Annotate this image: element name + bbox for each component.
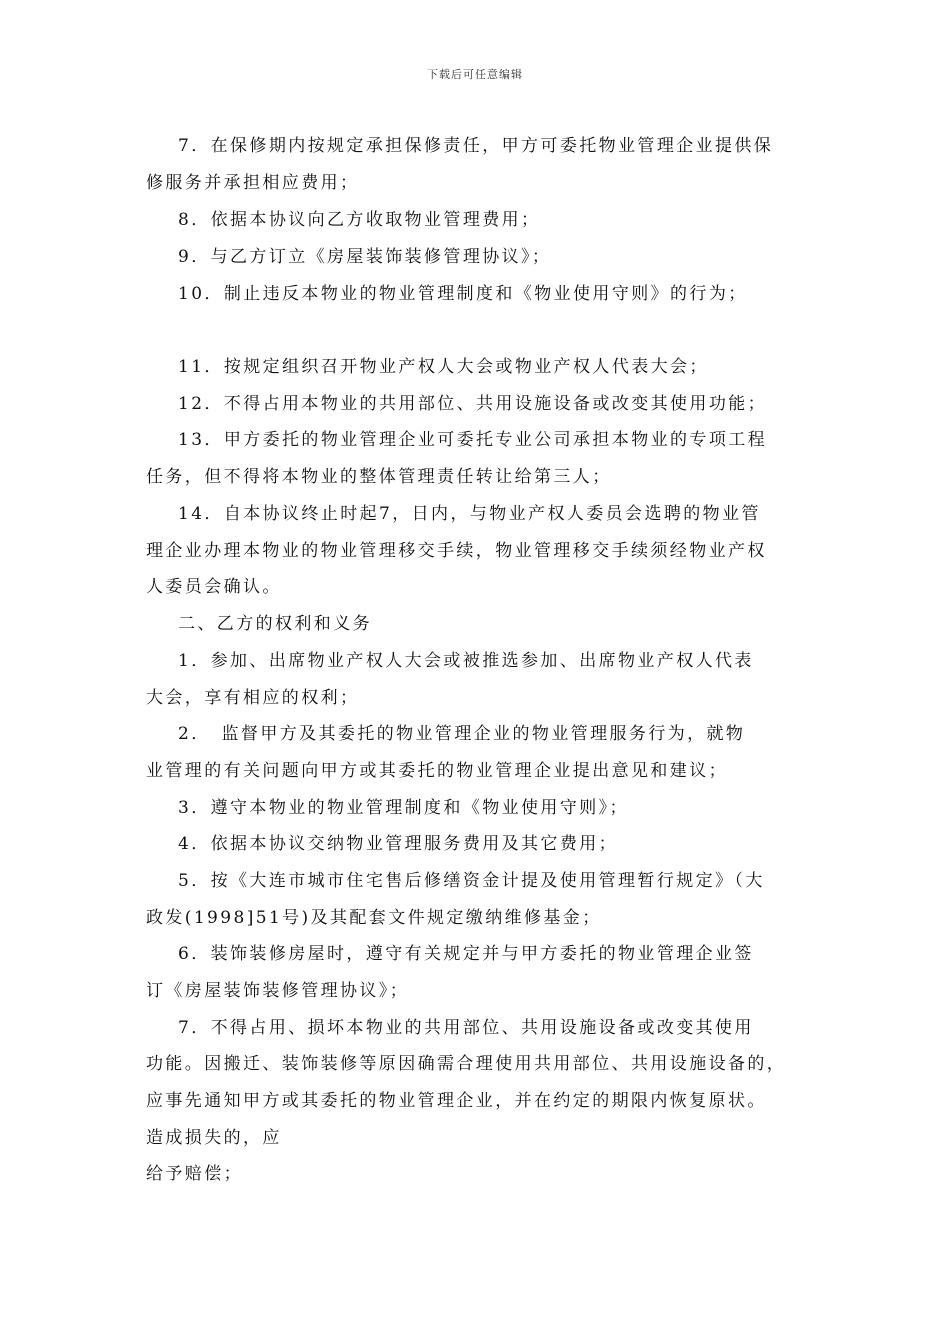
paragraph-line: 8．依据本协议向乙方收取物业管理费用； — [178, 210, 541, 230]
paragraph-line: 13．甲方委托的物业管理企业可委托专业公司承担本物业的专项工程 — [178, 430, 768, 450]
paragraph-line: 7．不得占用、损坏本物业的共用部位、共用设施设备或改变其使用 — [178, 1018, 754, 1038]
page-header: 下载后可任意编辑 — [427, 68, 523, 81]
paragraph-line: 造成损失的，应 — [146, 1128, 282, 1148]
paragraph-line: 政发(1998]51号)及其配套文件规定缴纳维修基金； — [146, 908, 602, 928]
paragraph-line: 12．不得占用本物业的共用部位、共用设施设备或改变其使用功能； — [178, 394, 768, 414]
paragraph-line: 11．按规定组织召开物业产权人大会或物业产权人代表大会； — [178, 357, 709, 377]
paragraph-line: 4．依据本协议交纳物业管理服务费用及其它费用； — [178, 834, 619, 854]
paragraph-line: 7．在保修期内按规定承担保修责任，甲方可委托物业管理企业提供保 — [178, 136, 774, 156]
paragraph-line: 2． 监督甲方及其委托的物业管理企业的物业管理服务行为，就物 — [178, 724, 746, 744]
paragraph-line: 业管理的有关问题向甲方或其委托的物业管理企业提出意见和建议； — [146, 761, 728, 781]
paragraph-line: 大会，享有相应的权利； — [146, 688, 360, 708]
paragraph-line: 理企业办理本物业的物业管理移交手续，物业管理移交手续须经物业产权 — [146, 541, 767, 561]
paragraph-line: 9．与乙方订立《房屋装饰装修管理协议》； — [178, 247, 552, 267]
paragraph-line: 1．参加、出席物业产权人大会或被推选参加、出席物业产权人代表 — [178, 651, 754, 671]
paragraph-line: 5．按《大连市城市住宅售后修缮资金计提及使用管理暂行规定》（大 — [178, 871, 765, 891]
section-heading: 二、乙方的权利和义务 — [178, 614, 372, 634]
paragraph-line: 10．制止违反本物业的物业管理制度和《物业使用守则》的行为； — [178, 284, 748, 304]
paragraph-line: 人委员会确认。 — [146, 577, 282, 597]
paragraph-line: 应事先通知甲方或其委托的物业管理企业，并在约定的期限内恢复原状。 — [146, 1091, 767, 1111]
paragraph-line: 任务，但不得将本物业的整体管理责任转让给第三人； — [146, 467, 612, 487]
paragraph-line: 功能。因搬迁、装饰装修等原因确需合理使用共用部位、共用设施设备的， — [146, 1054, 787, 1074]
paragraph-line: 3．遵守本物业的物业管理制度和《物业使用守则》； — [178, 798, 629, 818]
paragraph-line: 修服务并承担相应费用； — [146, 173, 360, 193]
paragraph-line: 订《房屋装饰装修管理协议》； — [146, 981, 410, 1001]
paragraph-line: 14．自本协议终止时起7，日内，与物业产权人委员会选聘的物业管 — [178, 504, 761, 524]
paragraph-line: 6．装饰装修房屋时，遵守有关规定并与甲方委托的物业管理企业签 — [178, 944, 754, 964]
paragraph-line: 给予赔偿； — [146, 1164, 243, 1184]
